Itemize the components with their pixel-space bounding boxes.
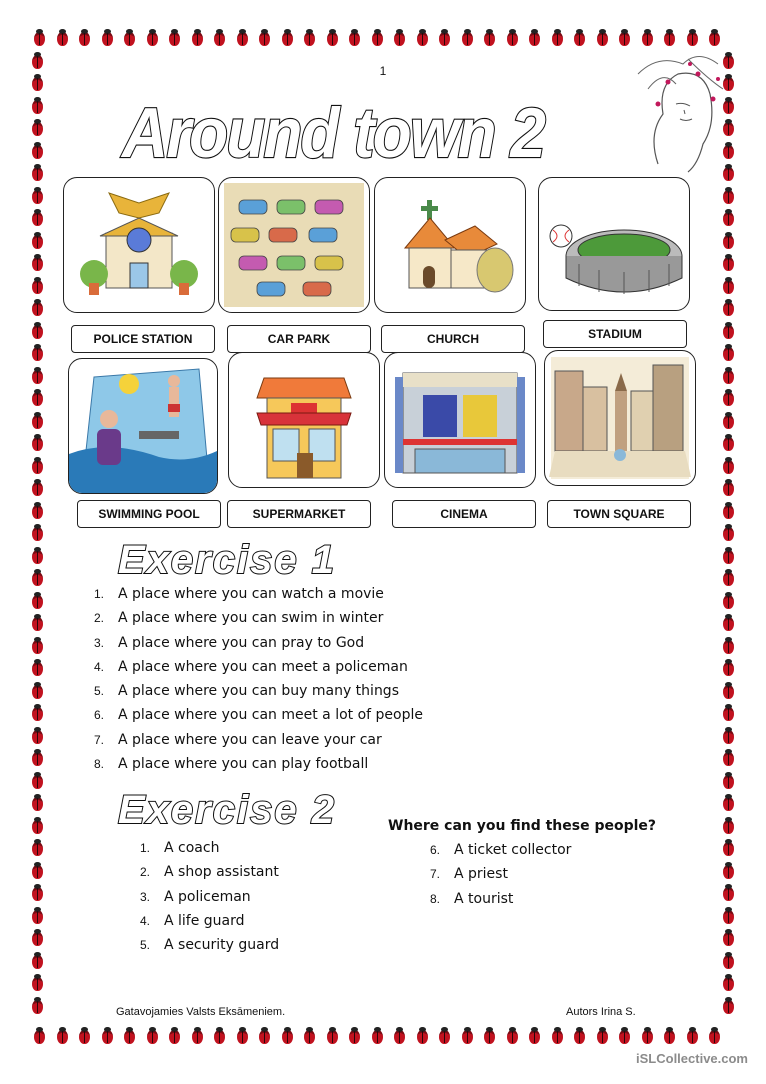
woman-sketch-icon (628, 44, 728, 174)
ladybug-icon (32, 302, 43, 316)
ladybug-icon (723, 347, 734, 361)
ladybug-icon (723, 212, 734, 226)
ladybug-icon (124, 1030, 135, 1044)
footer-left: Gatavojamies Valsts Eksāmeniem. (116, 1006, 286, 1018)
ladybug-icon (462, 1030, 473, 1044)
ladybug-icon (723, 775, 734, 789)
ladybug-icon (723, 190, 734, 204)
car-park-icon (218, 177, 370, 313)
ladybug-icon (723, 460, 734, 474)
cinema-icon (384, 352, 536, 488)
ladybug-icon (32, 235, 43, 249)
ladybug-icon (552, 32, 563, 46)
ladybug-icon (32, 392, 43, 406)
ladybug-icon (723, 640, 734, 654)
ladybug-icon (723, 235, 734, 249)
ladybug-icon (642, 1030, 653, 1044)
list-item: 7. A priest (430, 866, 508, 883)
ladybug-icon (529, 32, 540, 46)
ladybug-icon (79, 32, 90, 46)
ladybug-icon (723, 482, 734, 496)
ladybug-icon (32, 820, 43, 834)
ladybug-icon (327, 32, 338, 46)
page-title: Around town 2 (122, 93, 544, 173)
ladybug-icon (723, 730, 734, 744)
page-number: 1 (379, 64, 387, 78)
ladybug-icon (619, 1030, 630, 1044)
ladybug-icon (723, 707, 734, 721)
ladybug-icon (32, 842, 43, 856)
list-item: 3. A place where you can pray to God (94, 634, 365, 651)
ladybug-icon (32, 932, 43, 946)
exercise-1-list (94, 582, 423, 776)
ladybug-icon (723, 820, 734, 834)
footer-right: Autors Irina S. (566, 1006, 636, 1018)
list-item: 8. A tourist (430, 890, 514, 907)
ladybug-icon (32, 77, 43, 91)
list-item: 4. A place where you can meet a policeman (94, 658, 408, 675)
ladybug-icon (597, 32, 608, 46)
ladybug-icon (439, 32, 450, 46)
ladybug-icon (32, 482, 43, 496)
ladybug-icon (462, 32, 473, 46)
ladybug-icon (723, 887, 734, 901)
list-item: 7. A place where you can leave your car (94, 731, 382, 748)
list-item: 1. A coach (140, 840, 220, 856)
ladybug-icon (32, 167, 43, 181)
ladybug-icon (282, 1030, 293, 1044)
ladybug-icon (723, 415, 734, 429)
ladybug-icon (723, 325, 734, 339)
ladybug-icon (32, 640, 43, 654)
ladybug-icon (32, 122, 43, 136)
ladybug-icon (32, 775, 43, 789)
ladybug-icon (723, 257, 734, 271)
ladybug-icon (32, 100, 43, 114)
ladybug-icon (484, 32, 495, 46)
ladybug-icon (124, 32, 135, 46)
ladybug-icon (32, 955, 43, 969)
ladybug-icon (102, 1030, 113, 1044)
ladybug-icon (723, 752, 734, 766)
ladybug-icon (34, 1030, 45, 1044)
ladybug-icon (32, 257, 43, 271)
ladybug-icon (192, 32, 203, 46)
label-swimming-pool: SWIMMING POOL (77, 500, 221, 528)
ladybug-icon (723, 595, 734, 609)
label-town-square: TOWN SQUARE (547, 500, 691, 528)
ladybug-icon (32, 437, 43, 451)
list-item: 3. A policeman (140, 888, 251, 905)
church-icon (374, 177, 526, 313)
ladybug-icon (282, 32, 293, 46)
ladybug-icon (723, 662, 734, 676)
town-square-icon (544, 350, 696, 486)
ladybug-icon (32, 865, 43, 879)
ladybug-icon (32, 212, 43, 226)
ladybug-icon (32, 347, 43, 361)
ladybug-icon (723, 505, 734, 519)
stadium-icon (538, 177, 690, 311)
ladybug-icon (723, 370, 734, 384)
ladybug-icon (417, 1030, 428, 1044)
ladybug-icon (32, 910, 43, 924)
ladybug-icon (34, 32, 45, 46)
list-item: 6. A ticket collector (430, 842, 572, 858)
ladybug-icon (349, 1030, 360, 1044)
ladybug-icon (723, 617, 734, 631)
ladybug-icon (574, 1030, 585, 1044)
ladybug-icon (214, 1030, 225, 1044)
ladybug-icon (102, 32, 113, 46)
supermarket-icon (228, 352, 380, 488)
list-item: 5. A place where you can buy many things (94, 683, 399, 700)
ladybug-icon (349, 32, 360, 46)
ladybug-icon (169, 1030, 180, 1044)
ladybug-icon (723, 280, 734, 294)
ladybug-icon (32, 190, 43, 204)
ladybug-icon (32, 887, 43, 901)
ladybug-icon (32, 572, 43, 586)
ladybug-icon (723, 527, 734, 541)
ladybug-icon (327, 1030, 338, 1044)
ladybug-icon (372, 1030, 383, 1044)
ladybug-icon (664, 1030, 675, 1044)
ladybug-icon (723, 392, 734, 406)
ladybug-icon (259, 32, 270, 46)
ladybug-icon (32, 617, 43, 631)
ladybug-icon (259, 1030, 270, 1044)
ladybug-icon (484, 1030, 495, 1044)
ladybug-icon (529, 1030, 540, 1044)
ladybug-icon (417, 32, 428, 46)
exercise-2-list-right (430, 838, 571, 911)
ladybug-icon (723, 572, 734, 586)
label-police-station: POLICE STATION (71, 325, 215, 353)
ladybug-icon (723, 955, 734, 969)
ladybug-icon (723, 797, 734, 811)
label-church: CHURCH (381, 325, 525, 353)
ladybug-icon (32, 370, 43, 384)
exercise-1-title: Exercise 1 (118, 538, 336, 582)
ladybug-icon (723, 685, 734, 699)
ladybug-icon (304, 1030, 315, 1044)
ladybug-icon (574, 32, 585, 46)
ladybug-icon (597, 1030, 608, 1044)
ladybug-icon (32, 460, 43, 474)
exercise-2-question: Where can you find these people? (388, 818, 657, 834)
ladybug-icon (723, 302, 734, 316)
ladybug-icon (32, 752, 43, 766)
list-item: 2. A shop assistant (140, 864, 279, 881)
ladybug-icon (32, 415, 43, 429)
ladybug-icon (552, 1030, 563, 1044)
ladybug-icon (57, 1030, 68, 1044)
ladybug-icon (32, 730, 43, 744)
list-item: 2. A place where you can swim in winter (94, 610, 384, 627)
ladybug-icon (32, 797, 43, 811)
ladybug-icon (32, 145, 43, 159)
ladybug-icon (32, 280, 43, 294)
ladybug-icon (723, 910, 734, 924)
list-item: 4. A life guard (140, 912, 245, 929)
ladybug-icon (723, 437, 734, 451)
ladybug-icon (32, 325, 43, 339)
ladybug-icon (723, 865, 734, 879)
ladybug-icon (32, 707, 43, 721)
label-car-park: CAR PARK (227, 325, 371, 353)
ladybug-icon (192, 1030, 203, 1044)
ladybug-icon (147, 1030, 158, 1044)
ladybug-icon (507, 32, 518, 46)
swimming-pool-icon (68, 358, 218, 494)
ladybug-icon (439, 1030, 450, 1044)
ladybug-icon (723, 842, 734, 856)
exercise-2-list-left (140, 836, 279, 957)
ladybug-icon (32, 527, 43, 541)
ladybug-icon (32, 685, 43, 699)
label-supermarket: SUPERMARKET (227, 500, 371, 528)
ladybug-icon (32, 595, 43, 609)
ladybug-icon (169, 32, 180, 46)
ladybug-icon (372, 32, 383, 46)
ladybug-icon (687, 1030, 698, 1044)
ladybug-icon (507, 1030, 518, 1044)
watermark: iSLCollective.com (636, 1051, 748, 1066)
ladybug-icon (57, 32, 68, 46)
list-item: 1. A place where you can watch a movie (94, 586, 384, 602)
exercise-2-title: Exercise 2 (118, 788, 336, 832)
label-stadium: STADIUM (543, 320, 687, 348)
list-item: 5. A security guard (140, 937, 280, 954)
ladybug-icon (709, 1030, 720, 1044)
ladybug-icon (32, 505, 43, 519)
ladybug-icon (32, 550, 43, 564)
ladybug-icon (394, 1030, 405, 1044)
ladybug-icon (237, 1030, 248, 1044)
ladybug-icon (394, 32, 405, 46)
ladybug-icon (723, 977, 734, 991)
ladybug-icon (32, 1000, 43, 1014)
ladybug-icon (32, 662, 43, 676)
ladybug-icon (32, 977, 43, 991)
ladybug-icon (723, 932, 734, 946)
ladybug-icon (214, 32, 225, 46)
police-station-icon (63, 177, 215, 313)
list-item: 8. A place where you can play football (94, 756, 369, 773)
list-item: 6. A place where you can meet a lot of people (94, 707, 423, 724)
label-cinema: CINEMA (392, 500, 536, 528)
ladybug-icon (304, 32, 315, 46)
ladybug-icon (237, 32, 248, 46)
ladybug-icon (79, 1030, 90, 1044)
ladybug-icon (147, 32, 158, 46)
ladybug-icon (723, 1000, 734, 1014)
ladybug-icon (723, 550, 734, 564)
